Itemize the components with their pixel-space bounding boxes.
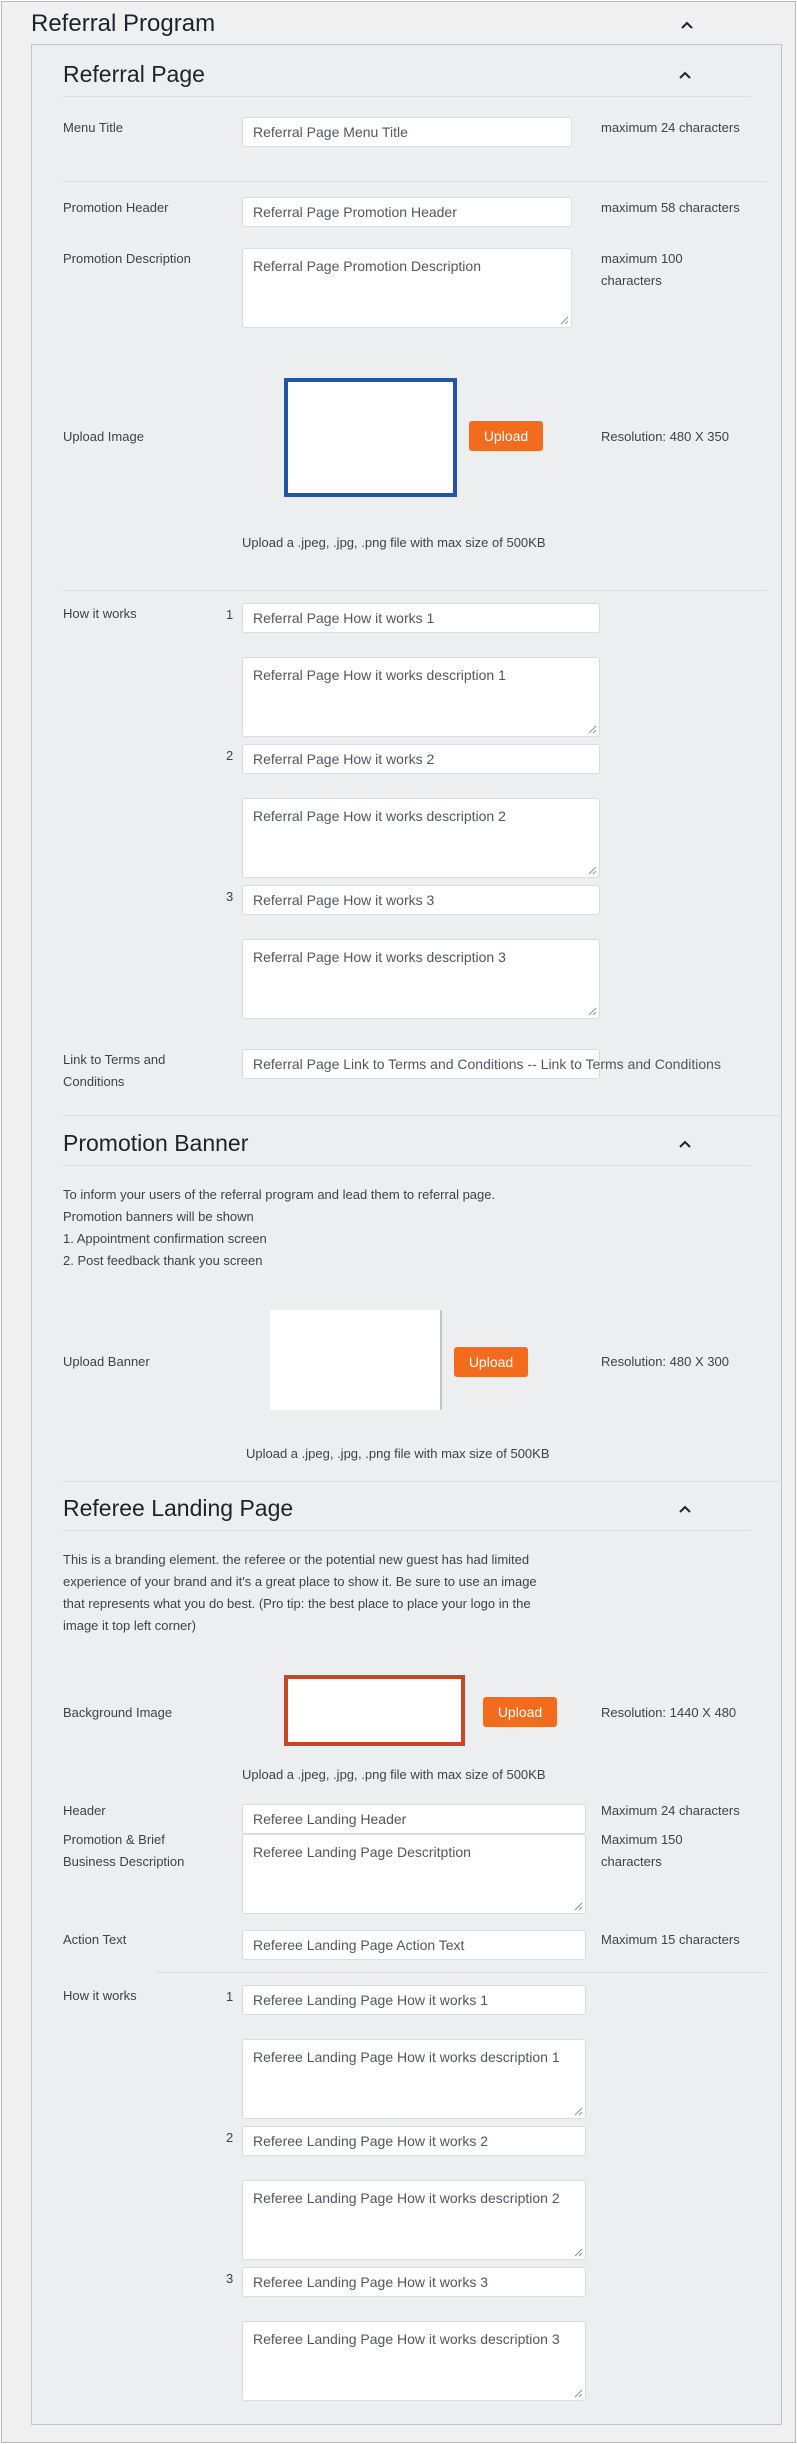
how-it-works-1-title-input[interactable]: Referral Page How it works 1 [242, 603, 600, 633]
referee-landing-title: Referee Landing Page [63, 1495, 294, 1521]
upload-banner-caption: Upload a .jpeg, .jpg, .png file with max size of 500KB [246, 1446, 550, 1461]
referral-image-preview [284, 378, 457, 497]
referee-how-it-works-2-title-input[interactable]: Referee Landing Page How it works 2 [242, 2126, 586, 2156]
divider [63, 1481, 780, 1482]
upload-image-label: Upload Image [63, 429, 144, 444]
referee-how-it-works-1-title-input[interactable]: Referee Landing Page How it works 1 [242, 1985, 586, 2015]
step-number: 1 [226, 1989, 234, 2004]
section-divider [63, 96, 751, 97]
referral-program-content [31, 44, 782, 2425]
step-number: 3 [226, 2271, 234, 2286]
section-divider [63, 1165, 751, 1166]
how-it-works-2-description-textarea[interactable] [242, 798, 600, 878]
step-number: 2 [226, 748, 234, 763]
promotion-banner-title: Promotion Banner [63, 1130, 249, 1156]
promotion-brief-value: Referee Landing Page Descritption [253, 1844, 471, 1860]
terms-link-input[interactable]: Referral Page Link to Terms and Conditions -- Link to Terms and Conditions [242, 1049, 600, 1079]
referee-how-it-works-3-description-value: Referee Landing Page How it works description 3 [253, 2331, 560, 2347]
background-image-caption: Upload a .jpeg, .jpg, .png file with max size of 500KB [242, 1767, 546, 1782]
section-divider [63, 1530, 751, 1531]
divider [63, 181, 767, 182]
menu-title-input[interactable]: Referral Page Menu Title [242, 117, 572, 147]
terms-link-label-line2: Conditions [63, 1074, 125, 1089]
menu-title-hint: maximum 24 characters [601, 120, 740, 135]
resize-grip-icon[interactable] [588, 1007, 597, 1016]
menu-title-label: Menu Title [63, 120, 123, 135]
upload-image-resolution: Resolution: 480 X 350 [601, 429, 729, 444]
upload-banner-label: Upload Banner [63, 1354, 150, 1369]
promotion-banner-intro-line3: 1. Appointment confirmation screen [63, 1231, 267, 1246]
promotion-description-hint-line2: characters [601, 273, 662, 288]
upload-banner-resolution: Resolution: 480 X 300 [601, 1354, 729, 1369]
promotion-banner-intro-line4: 2. Post feedback thank you screen [63, 1253, 263, 1268]
referral-program-panel [1, 1, 796, 2443]
promotion-header-input[interactable]: Referral Page Promotion Header [242, 197, 572, 227]
referee-landing-intro-line1: This is a branding element. the referee or the potential new guest has had limited [63, 1552, 530, 1567]
action-text-input[interactable]: Referee Landing Page Action Text [242, 1930, 586, 1960]
banner-image-preview [270, 1310, 442, 1410]
referee-landing-intro-line2: experience of your brand and it's a great place to show it. Be sure to use an image [63, 1574, 537, 1589]
promotion-header-label: Promotion Header [63, 200, 169, 215]
promotion-banner-intro-line2: Promotion banners will be shown [63, 1209, 254, 1224]
promotion-brief-textarea[interactable] [242, 1834, 586, 1914]
referee-landing-intro-line4: image it top left corner) [63, 1618, 196, 1633]
collapse-referral-page-chevron-up-icon[interactable] [673, 63, 697, 87]
background-image-label: Background Image [63, 1705, 173, 1720]
promotion-header-hint: maximum 58 characters [601, 200, 740, 215]
how-it-works-2-description-value: Referral Page How it works description 2 [253, 808, 506, 824]
resize-grip-icon[interactable] [574, 2389, 583, 2398]
upload-image-button[interactable]: Upload [469, 421, 543, 451]
referee-how-it-works-2-description-textarea[interactable] [242, 2180, 586, 2260]
upload-banner-button[interactable]: Upload [454, 1347, 528, 1377]
how-it-works-3-description-textarea[interactable] [242, 939, 600, 1019]
how-it-works-3-title-input[interactable]: Referral Page How it works 3 [242, 885, 600, 915]
how-it-works-1-description-textarea[interactable] [242, 657, 600, 737]
action-text-hint: Maximum 15 characters [601, 1932, 740, 1947]
terms-link-label-line1: Link to Terms and [63, 1052, 166, 1067]
how-it-works-3-description-value: Referral Page How it works description 3 [253, 949, 506, 965]
referee-how-it-works-1-description-value: Referee Landing Page How it works description 1 [253, 2049, 560, 2065]
divider [63, 590, 767, 591]
resize-grip-icon[interactable] [588, 866, 597, 875]
page-title: Referral Program [31, 10, 216, 37]
action-text-label: Action Text [63, 1932, 127, 1947]
step-number: 2 [226, 2130, 234, 2145]
how-it-works-2-title-input[interactable]: Referral Page How it works 2 [242, 744, 600, 774]
promotion-banner-intro-line1: To inform your users of the referral program and lead them to referral page. [63, 1187, 496, 1202]
how-it-works-1-description-value: Referral Page How it works description 1 [253, 667, 506, 683]
header-label: Header [63, 1803, 106, 1818]
upload-background-button[interactable]: Upload [483, 1697, 557, 1727]
referee-landing-intro-line3: that represents what you do best. (Pro tip: the best place to place your logo in the [63, 1596, 531, 1611]
promotion-brief-label-line2: Business Description [63, 1854, 185, 1869]
promotion-brief-label-line1: Promotion & Brief [63, 1832, 165, 1847]
referee-how-it-works-3-title-input[interactable]: Referee Landing Page How it works 3 [242, 2267, 586, 2297]
resize-grip-icon[interactable] [574, 2248, 583, 2257]
promotion-description-hint-line1: maximum 100 [601, 251, 683, 266]
background-image-preview [284, 1675, 465, 1746]
step-number: 3 [226, 889, 234, 904]
resize-grip-icon[interactable] [574, 1902, 583, 1911]
referee-header-input[interactable]: Referee Landing Header [242, 1804, 586, 1834]
promotion-brief-hint-line1: Maximum 150 [601, 1832, 683, 1847]
promotion-brief-hint-line2: characters [601, 1854, 662, 1869]
resize-grip-icon[interactable] [560, 316, 569, 325]
background-image-resolution: Resolution: 1440 X 480 [601, 1705, 737, 1720]
promotion-description-label: Promotion Description [63, 251, 191, 266]
referee-how-it-works-2-description-value: Referee Landing Page How it works description 2 [253, 2190, 560, 2206]
promotion-description-textarea[interactable] [242, 248, 572, 328]
referee-header-hint: Maximum 24 characters [601, 1803, 740, 1818]
divider [63, 1115, 780, 1116]
referee-how-it-works-label: How it works [63, 1988, 137, 2003]
referee-how-it-works-1-description-textarea[interactable] [242, 2039, 586, 2119]
collapse-referral-program-chevron-up-icon[interactable] [675, 13, 699, 37]
how-it-works-label: How it works [63, 606, 137, 621]
promotion-description-value: Referral Page Promotion Description [253, 258, 481, 274]
collapse-promotion-banner-chevron-up-icon[interactable] [673, 1132, 697, 1156]
resize-grip-icon[interactable] [588, 725, 597, 734]
step-number: 1 [226, 607, 234, 622]
collapse-referee-landing-chevron-up-icon[interactable] [673, 1497, 697, 1521]
referee-how-it-works-3-description-textarea[interactable] [242, 2321, 586, 2401]
divider [156, 1972, 767, 1973]
referral-page-title: Referral Page [63, 61, 205, 87]
upload-image-caption: Upload a .jpeg, .jpg, .png file with max size of 500KB [242, 535, 546, 550]
resize-grip-icon[interactable] [574, 2107, 583, 2116]
